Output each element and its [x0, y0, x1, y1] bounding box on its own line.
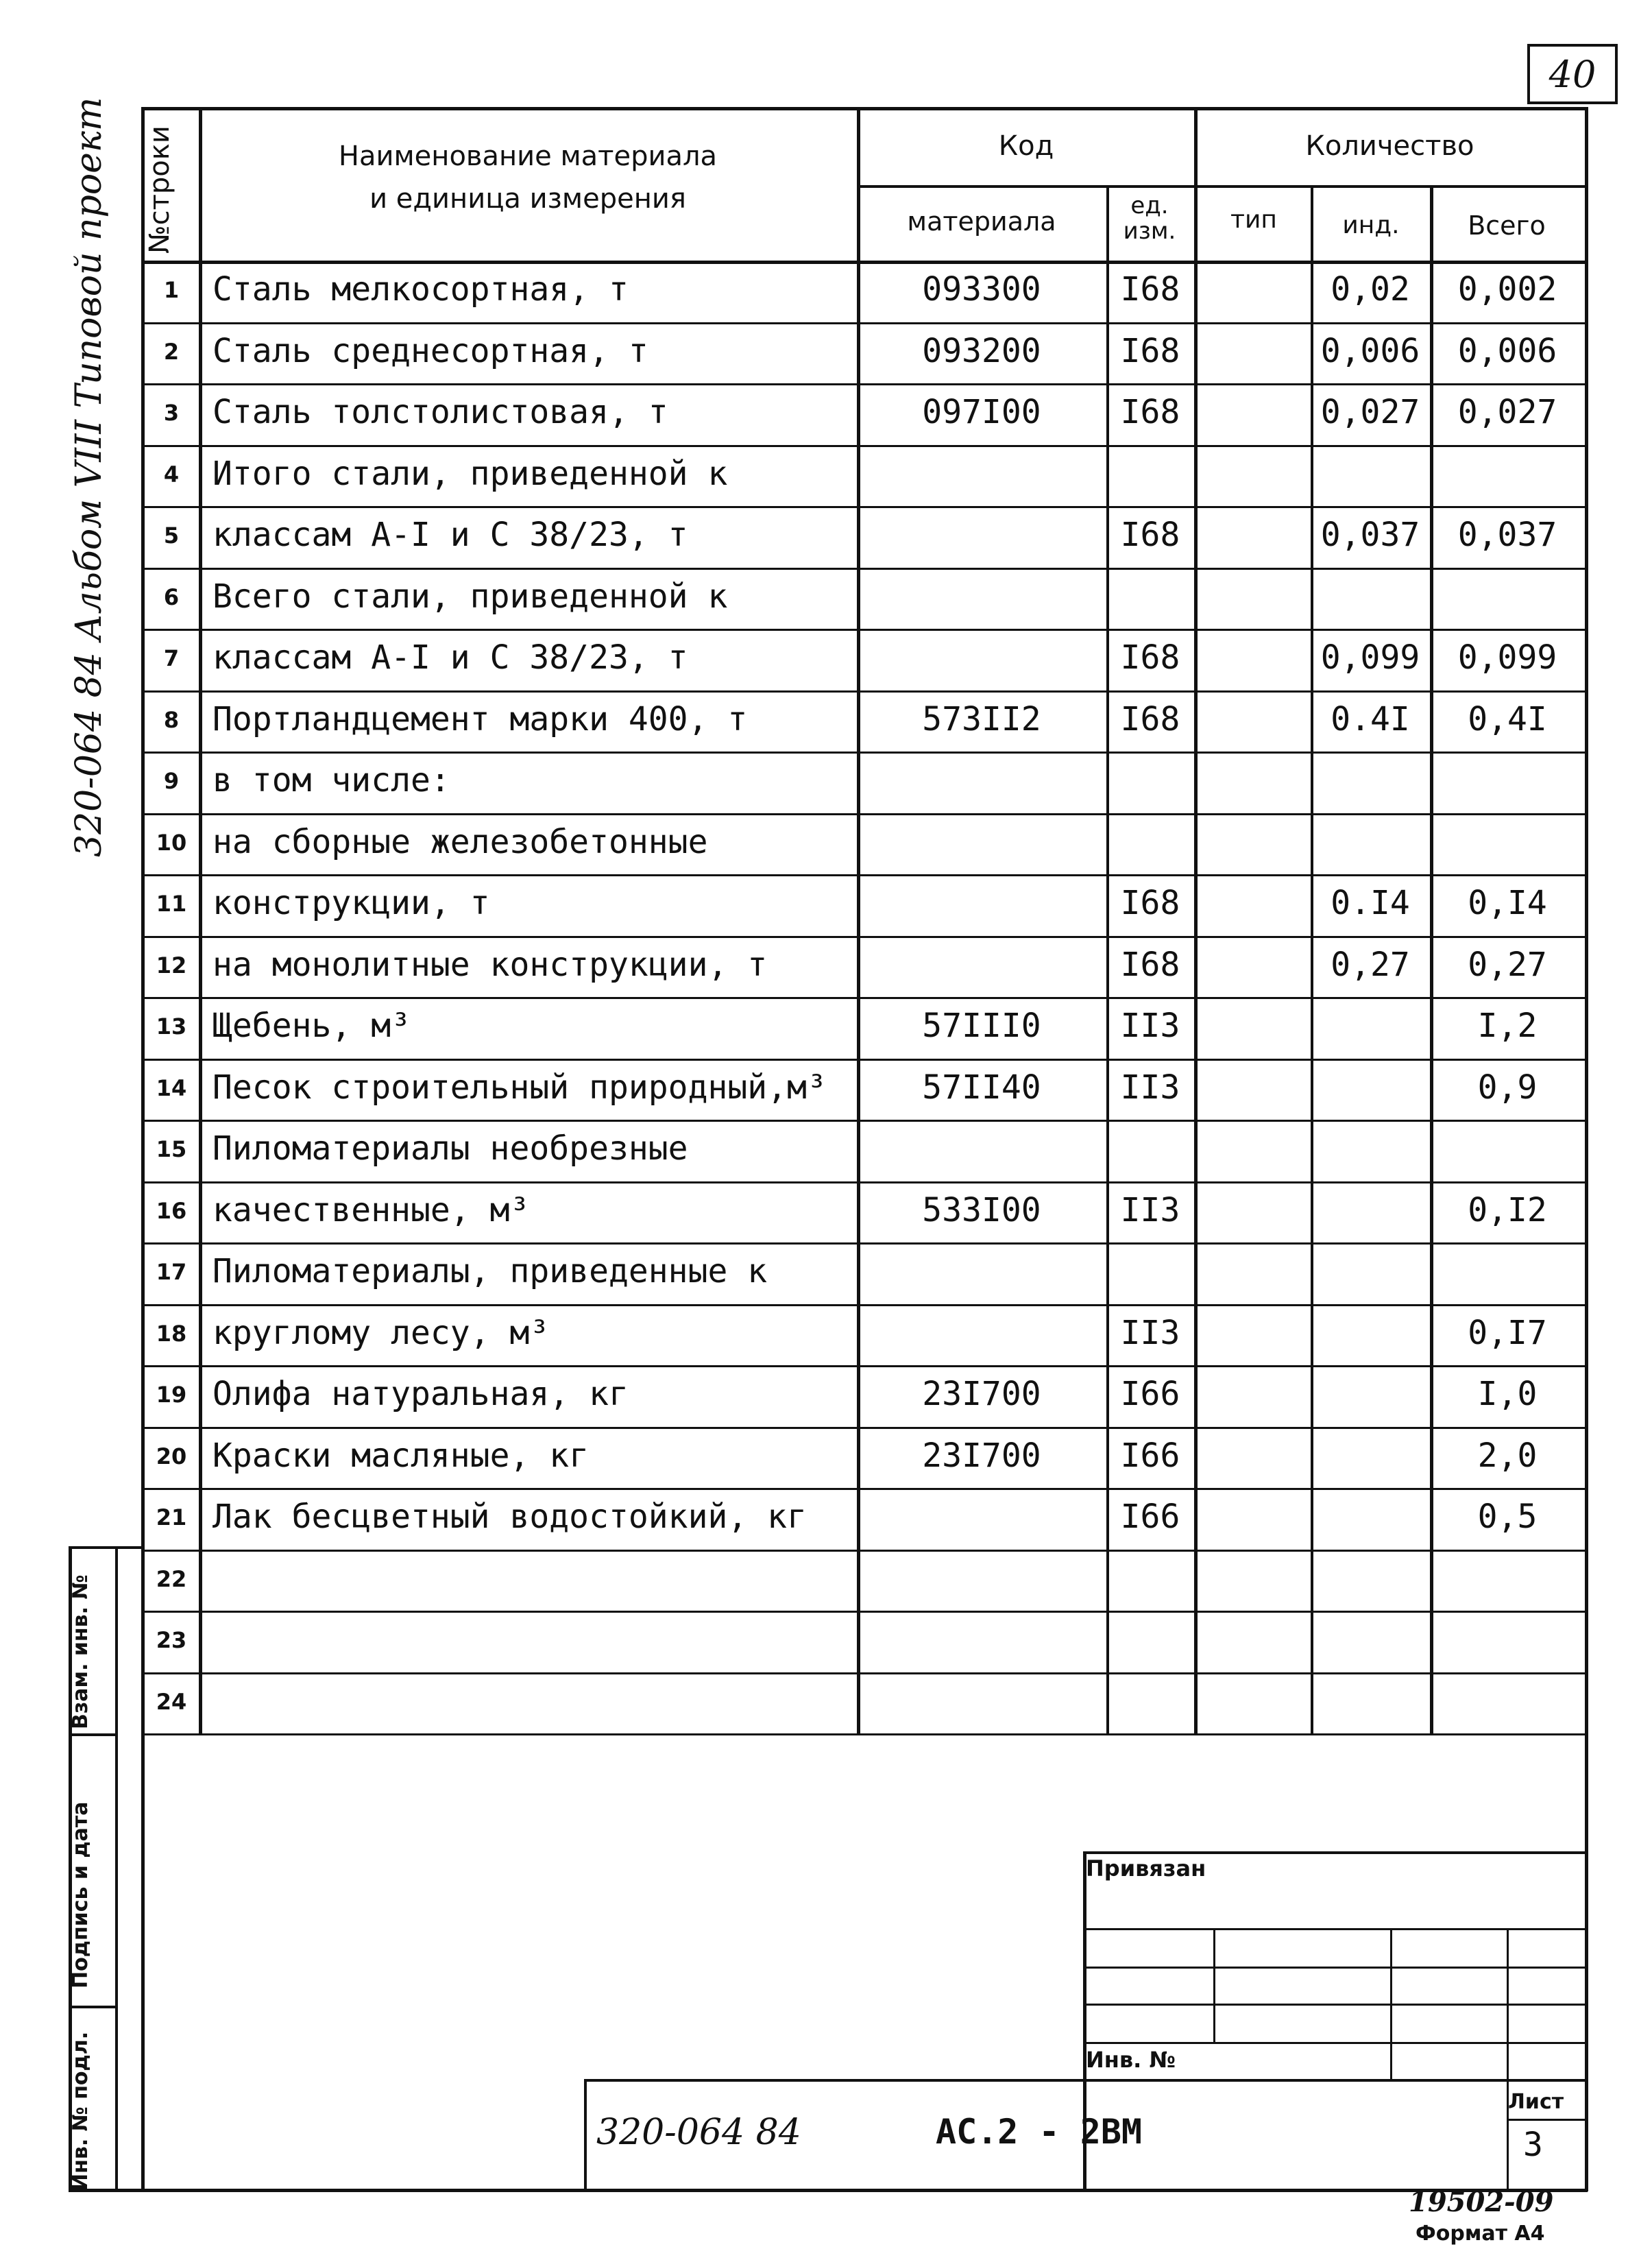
- material-code: 23I700: [922, 1436, 1041, 1475]
- label-vzam-inv: Взам. инв. №: [69, 1574, 93, 1729]
- row-number: 7: [163, 645, 180, 671]
- material-name: Сталь толстолистовая, т: [212, 393, 668, 431]
- row-number: 3: [163, 400, 180, 426]
- table-row: [0, 1488, 1652, 1550]
- header-code: Код: [998, 130, 1054, 162]
- table-row: [0, 1550, 1652, 1611]
- row-number: 17: [156, 1259, 187, 1285]
- rule-line: [141, 2189, 1588, 2192]
- rule-line: [1083, 1928, 1585, 1930]
- rule-line: [1507, 1928, 1509, 2189]
- qty-total: I,0: [1477, 1375, 1538, 1413]
- row-number: 20: [156, 1443, 187, 1469]
- footer-format: Формат А4: [1416, 2222, 1545, 2246]
- unit-code: I68: [1120, 700, 1180, 738]
- qty-ind: 0,037: [1320, 516, 1420, 554]
- table-row: [0, 1611, 1652, 1672]
- header-row-number: №строки: [144, 125, 175, 254]
- table-row: [0, 1427, 1652, 1489]
- table-row: [0, 813, 1652, 875]
- material-name: Краски масляные, кг: [212, 1436, 590, 1475]
- qty-total: 0,I4: [1468, 884, 1547, 922]
- rule-line: [1083, 2004, 1585, 2006]
- row-number: 12: [156, 952, 187, 978]
- material-code: 093200: [922, 332, 1041, 370]
- row-number: 9: [163, 768, 180, 794]
- rule-line: [1083, 1851, 1585, 1854]
- row-number: 10: [156, 830, 187, 856]
- table-row: [0, 1059, 1652, 1120]
- table-row: [0, 1242, 1652, 1304]
- label-podpis-data: Подпись и дата: [69, 1801, 93, 1988]
- unit-code: II3: [1120, 1314, 1180, 1352]
- material-name: Сталь среднесортная, т: [212, 332, 648, 370]
- material-code: 533I00: [922, 1191, 1041, 1229]
- row-number: 23: [156, 1627, 187, 1653]
- unit-code: I68: [1120, 884, 1180, 922]
- unit-code: I66: [1120, 1498, 1180, 1536]
- material-name: Сталь мелкосортная, т: [212, 270, 629, 309]
- material-code: 093300: [922, 270, 1041, 309]
- row-number: 16: [156, 1198, 187, 1224]
- table-row: [0, 1120, 1652, 1181]
- material-name: Лак бесцветный водостойкий, кг: [212, 1498, 807, 1536]
- unit-code: I68: [1120, 332, 1180, 370]
- table-row: [0, 1181, 1652, 1243]
- stamp-inv-no: Инв. №: [1086, 2047, 1176, 2073]
- material-name: конструкции, т: [212, 884, 490, 922]
- table-row: [0, 1304, 1652, 1366]
- qty-total: 0,099: [1457, 638, 1557, 677]
- qty-ind: 0,27: [1331, 946, 1410, 984]
- material-name: на монолитные конструкции, т: [212, 946, 768, 984]
- qty-ind: 0,099: [1320, 638, 1420, 677]
- qty-ind: 0,027: [1320, 393, 1420, 431]
- header-name: Наименование материала и единица измерения: [338, 141, 718, 215]
- material-name: Пиломатериалы необрезные: [212, 1129, 688, 1168]
- header-qty-type: тип: [1230, 206, 1277, 234]
- table-row: [0, 690, 1652, 752]
- stamp-project-number: 320-064 84: [596, 2112, 801, 2153]
- row-number: 11: [156, 891, 187, 917]
- unit-code: I66: [1120, 1375, 1180, 1413]
- material-name: на сборные железобетонные: [212, 823, 708, 861]
- header-code-material: материала: [907, 206, 1056, 237]
- unit-code: I68: [1120, 946, 1180, 984]
- material-name: Итого стали, приведенной к: [212, 455, 728, 493]
- unit-code: II3: [1120, 1007, 1180, 1045]
- qty-total: 0,I2: [1468, 1191, 1547, 1229]
- rule-line: [1390, 1928, 1392, 2079]
- qty-total: 2,0: [1477, 1436, 1538, 1475]
- material-name: Олифа натуральная, кг: [212, 1375, 629, 1413]
- unit-code: I66: [1120, 1436, 1180, 1475]
- qty-total: 0,5: [1477, 1498, 1538, 1536]
- qty-total: 0,9: [1477, 1068, 1538, 1107]
- material-code: 097I00: [922, 393, 1041, 431]
- material-name: в том числе:: [212, 761, 450, 800]
- rule-line: [1213, 1928, 1215, 2042]
- material-name: Пиломатериалы, приведенные к: [212, 1252, 768, 1290]
- table-row: [0, 506, 1652, 568]
- row-number: 13: [156, 1013, 187, 1039]
- table-row: [0, 752, 1652, 813]
- material-name: качественные, м³: [212, 1191, 530, 1229]
- material-name: круглому лесу, м³: [212, 1314, 550, 1352]
- material-name: классам А-I и С 38/23, т: [212, 638, 688, 677]
- table-row: [0, 383, 1652, 445]
- row-number: 1: [163, 277, 180, 303]
- stamp-list-label: Лист: [1508, 2090, 1564, 2114]
- unit-code: II3: [1120, 1191, 1180, 1229]
- qty-total: I,2: [1477, 1007, 1538, 1045]
- rule-line: [584, 2079, 587, 2189]
- material-code: 57II40: [922, 1068, 1041, 1107]
- rule-line: [1083, 2079, 1585, 2082]
- table-row: [0, 1672, 1652, 1734]
- rule-line: [857, 185, 1585, 188]
- row-number: 6: [163, 584, 180, 610]
- unit-code: I68: [1120, 516, 1180, 554]
- material-name: Песок строительный природный,м³: [212, 1068, 827, 1107]
- row-number: 21: [156, 1504, 187, 1530]
- qty-total: 0,4I: [1468, 700, 1547, 738]
- rule-line: [1507, 2119, 1585, 2121]
- qty-ind: 0.I4: [1331, 884, 1410, 922]
- qty-total: 0,002: [1457, 270, 1557, 309]
- side-stamp: 320-064 84 Альбом VIII Типовой проект: [69, 97, 110, 857]
- material-name: Портландцемент марки 400, т: [212, 700, 748, 738]
- unit-code: I68: [1120, 270, 1180, 309]
- unit-code: I68: [1120, 393, 1180, 431]
- rule-line: [1083, 1967, 1585, 1969]
- stamp-doc-code: АС.2 - 2ВМ: [936, 2112, 1143, 2152]
- row-number: 15: [156, 1136, 187, 1162]
- label-inv-podl: Инв. № подл.: [69, 2031, 93, 2191]
- row-number: 24: [156, 1689, 187, 1715]
- unit-code: I68: [1120, 638, 1180, 677]
- material-name: классам А-I и С 38/23, т: [212, 516, 688, 554]
- qty-total: 0,037: [1457, 516, 1557, 554]
- row-number: 22: [156, 1566, 187, 1592]
- table-row: [0, 997, 1652, 1059]
- sheet-number: 40: [1527, 44, 1618, 104]
- table-row: [0, 874, 1652, 936]
- footer-archive-number: 19502-09: [1409, 2186, 1554, 2218]
- material-code: 573II2: [922, 700, 1041, 738]
- material-code: 57III0: [922, 1007, 1041, 1045]
- qty-ind: 0,02: [1331, 270, 1410, 309]
- row-number: 8: [163, 707, 180, 733]
- header-code-unit: ед. изм.: [1123, 192, 1176, 245]
- rule-line: [584, 2079, 1083, 2082]
- stamp-privyazan: Привязан: [1086, 1855, 1206, 1882]
- row-number: 14: [156, 1075, 187, 1101]
- stamp-list-value: 3: [1523, 2126, 1543, 2164]
- qty-ind: 0.4I: [1331, 700, 1410, 738]
- row-number: 2: [163, 339, 180, 365]
- row-number: 4: [163, 461, 180, 488]
- header-qty-ind: инд.: [1342, 211, 1400, 239]
- table-row: [0, 445, 1652, 507]
- rule-line: [1083, 2042, 1585, 2044]
- material-name: Щебень, м³: [212, 1007, 411, 1045]
- rule-line: [1585, 1733, 1588, 2191]
- qty-total: 0,27: [1468, 946, 1547, 984]
- qty-total: 0,006: [1457, 332, 1557, 370]
- unit-code: II3: [1120, 1068, 1180, 1107]
- row-number: 5: [163, 522, 180, 549]
- material-code: 23I700: [922, 1375, 1041, 1413]
- material-name: Всего стали, приведенной к: [212, 577, 728, 616]
- table-row: [0, 936, 1652, 998]
- table-row: [0, 261, 1652, 322]
- qty-total: 0,027: [1457, 393, 1557, 431]
- qty-total: 0,I7: [1468, 1314, 1547, 1352]
- qty-ind: 0,006: [1320, 332, 1420, 370]
- table-row: [0, 568, 1652, 629]
- row-number: 18: [156, 1321, 187, 1347]
- rule-line: [141, 107, 1588, 110]
- table-row: [0, 1365, 1652, 1427]
- table-row: [0, 322, 1652, 384]
- header-quantity: Количество: [1305, 130, 1474, 162]
- header-qty-total: Всего: [1468, 211, 1546, 241]
- row-number: 19: [156, 1382, 187, 1408]
- table-row: [0, 629, 1652, 690]
